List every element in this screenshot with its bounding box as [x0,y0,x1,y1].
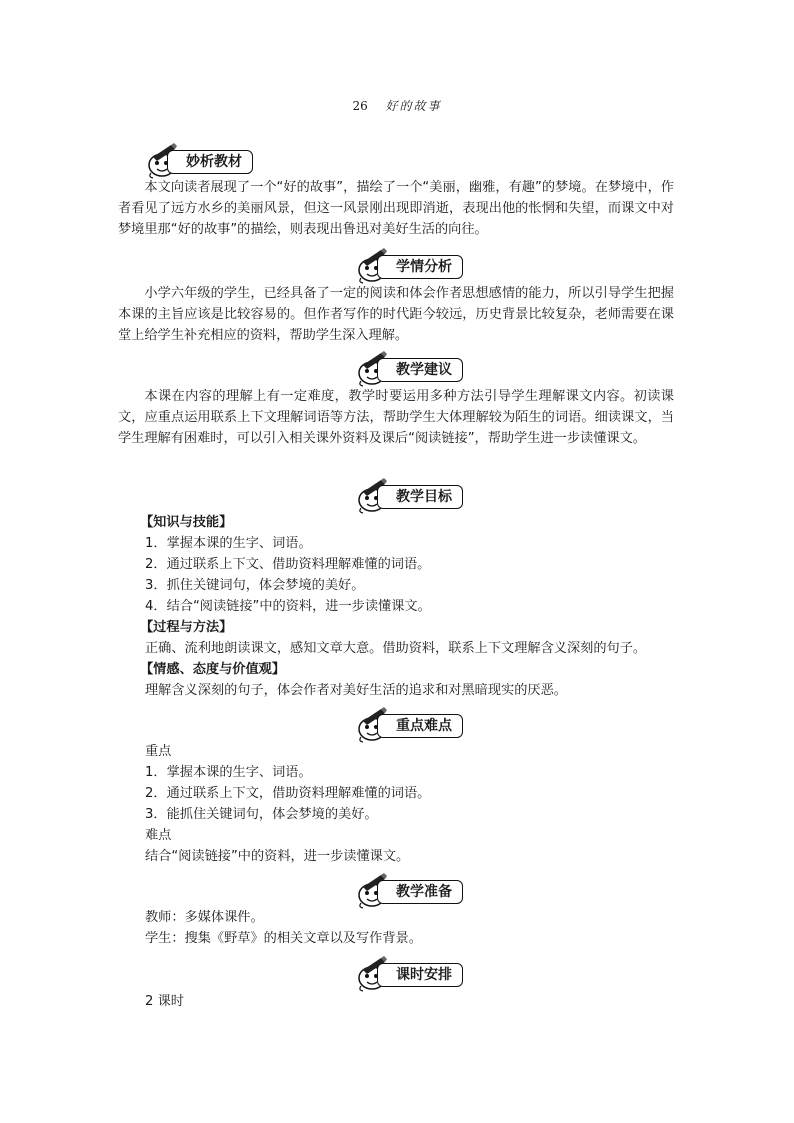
emotion-heading: 【情感、态度与价值观】 [140,662,286,677]
list-item: 3．能抓住关键词句，体会梦境的美好。 [145,807,378,822]
section-title: 妙析教材 [167,150,253,174]
page-header [0,97,794,114]
knowledge-heading: 【知识与技能】 [140,515,233,530]
list-item: 2．通过联系上下文，借助资料理解难懂的词语。 [145,786,431,801]
teacher-prep: 教师：多媒体课件。 [145,910,264,925]
list-item: 3．抓住关键词句，体会梦境的美好。 [145,578,365,593]
difficult-label: 难点 [145,828,172,843]
difficult-text: 结合“阅读链接”中的资料，进一步读懂课文。 [145,849,410,864]
list-item: 2．通过联系上下文、借助资料理解难懂的词语。 [145,557,431,572]
student-prep: 学生：搜集《野草》的相关文章以及写作背景。 [145,931,422,946]
key-label: 重点 [145,744,172,759]
suggestions-text: 本课在内容的理解上有一定难度，教学时要运用多种方法引导学生理解课文内容。初读课文，应重点运用联系上下文理解词语等方法，帮助学生大体理解较为陌生的词语。细读课文，当学生理解有困难时，可以引入相关课外资料及课后“阅读链接”，帮助学生进一步读懂课文。 [118,389,674,446]
section-title: 学情分析 [377,255,463,279]
schedule-text: 2 课时 [145,994,184,1009]
list-item: 4．结合“阅读链接”中的资料，进一步读懂课文。 [145,599,431,614]
students-text: 小学六年级的学生，已经具备了一定的阅读和体会作者思想感情的能力，所以引导学生把握本课的主旨应该是比较容易的。但作者写作的时代距今较远，历史背景比较复杂，老师需要在课堂上给学生补充相应的资料，帮助学生深入理解。 [118,286,674,343]
emotion-text: 理解含义深刻的句子，体会作者对美好生活的追求和对黑暗现实的厌恶。 [145,683,567,698]
lesson-title: 好的故事 [385,99,442,113]
list-item: 1．掌握本课的生字、词语。 [145,765,312,780]
list-item: 1．掌握本课的生字、词语。 [145,536,312,551]
process-text: 正确、流利地朗读课文，感知文章大意。借助资料，联系上下文理解含义深刻的句子。 [145,641,647,656]
section-title: 重点难点 [377,714,463,738]
section-title: 教学目标 [377,485,463,509]
section-title: 课时安排 [377,963,463,987]
section-title: 教学准备 [377,880,463,904]
analysis-text: 本文向读者展现了一个“好的故事”，描绘了一个“美丽，幽雅，有趣”的梦境。在梦境中，作者看见了远方水乡的美丽风景，但这一风景刚出现即消逝，表现出他的怅惘和失望，而课文中对梦境里那“好的故事”的描绘，则表现出鲁迅对美好生活的向往。 [118,180,674,237]
lesson-number: 26 [352,99,368,113]
process-heading: 【过程与方法】 [140,620,233,635]
section-title: 教学建议 [377,358,463,382]
